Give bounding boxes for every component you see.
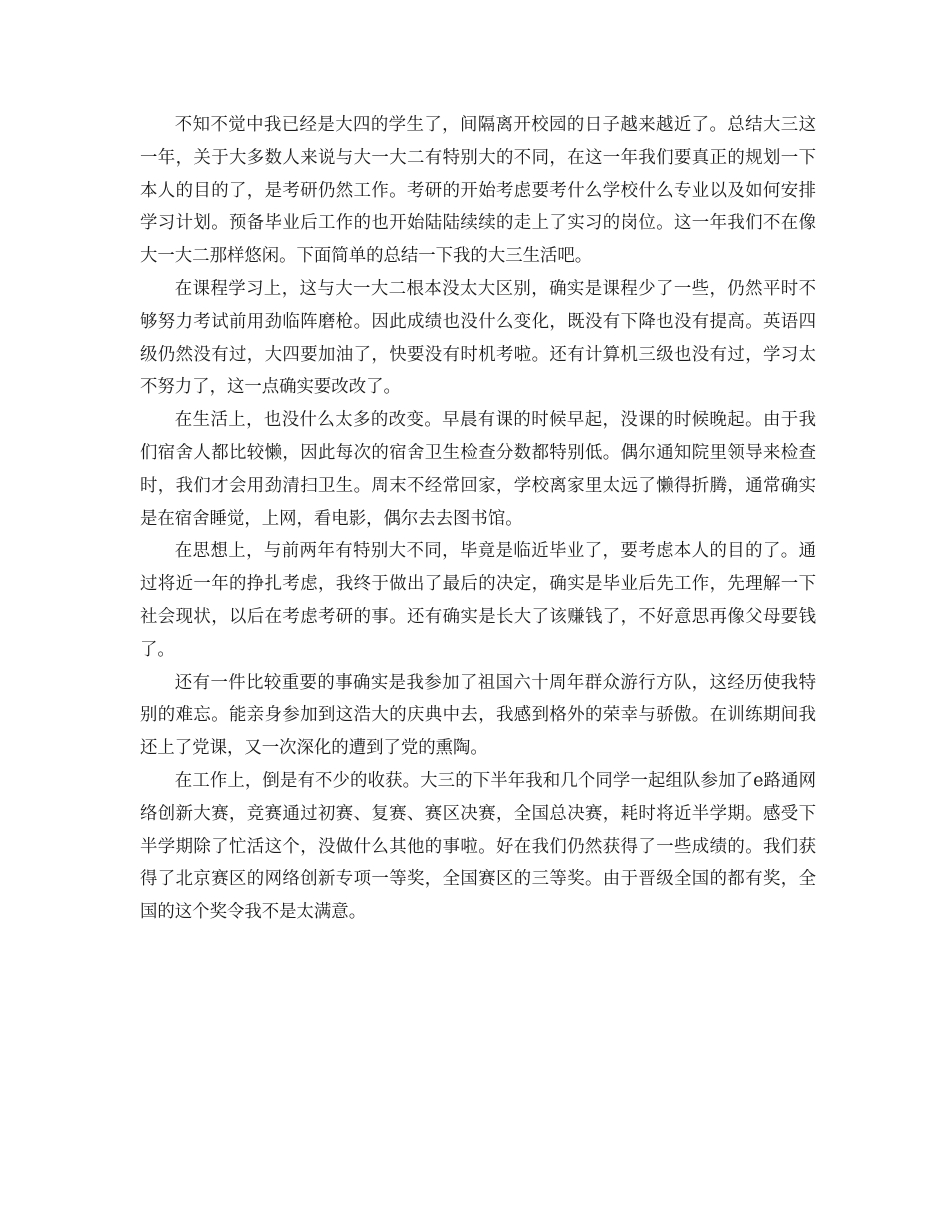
paragraph-study: 在课程学习上，这与大一大二根本没太大区别，确实是课程少了一些，仍然平时不够努力考试前用劲临阵磨枪。因此成绩也没什么变化，既没有下降也没有提高。英语四级仍然没有过，大四要加油了，快要没有时机考啦。还有计算机三级也没有过，学习太不努力了，这一点确实要改改了。 — [140, 278, 816, 398]
paragraph-life: 在生活上，也没什么太多的改变。早晨有课的时候早起，没课的时候晚起。由于我们宿舍人都比较懒，因此每次的宿舍卫生检查分数都特别低。偶尔通知院里领导来检查时，我们才会用劲清扫卫生。周末不经常回家，学校离家里太远了懒得折腾，通常确实是在宿舍睡觉，上网，看电影，偶尔去去图书馆。 — [140, 410, 816, 529]
paragraph-work: 在工作上，倒是有不少的收获。大三的下半年我和几个同学一起组队参加了e路通网络创新大赛，竞赛通过初赛、复赛、赛区决赛，全国总决赛，耗时将近半学期。感受下半学期除了忙活这个，没做什么其他的事啦。好在我们仍然获得了一些成绩的。我们获得了北京赛区的网络创新专项一等奖，全国赛区的三等奖。由于晋级全国的都有奖，全国的这个奖令我不是太满意。 — [140, 770, 816, 923]
paragraph-parade: 还有一件比较重要的事确实是我参加了祖国六十周年群众游行方队，这经历使我特别的难忘。能亲身参加到这浩大的庆典中去，我感到格外的荣幸与骄傲。在训练期间我还上了党课，又一次深化的遭到了党的熏陶。 — [140, 672, 816, 759]
paragraph-thoughts: 在思想上，与前两年有特别大不同，毕竟是临近毕业了，要考虑本人的目的了。通过将近一年的挣扎考虑，我终于做出了最后的决定，确实是毕业后先工作，先理解一下社会现状，以后在考虑考研的事。还有确实是长大了该赚钱了，不好意思再像父母要钱了。 — [140, 541, 816, 660]
paragraph-intro: 不知不觉中我已经是大四的学生了，间隔离开校园的日子越来越近了。总结大三这一年，关于大多数人来说与大一大二有特别大的不同，在这一年我们要真正的规划一下本人的目的了，是考研仍然工作。考研的开始考虑要考什么学校什么专业以及如何安排学习计划。预备毕业后工作的也开始陆陆续续的走上了实习的岗位。这一年我们不在像大一大二那样悠闲。下面简单的总结一下我的大三生活吧。 — [140, 115, 816, 267]
document-body — [140, 109, 816, 929]
